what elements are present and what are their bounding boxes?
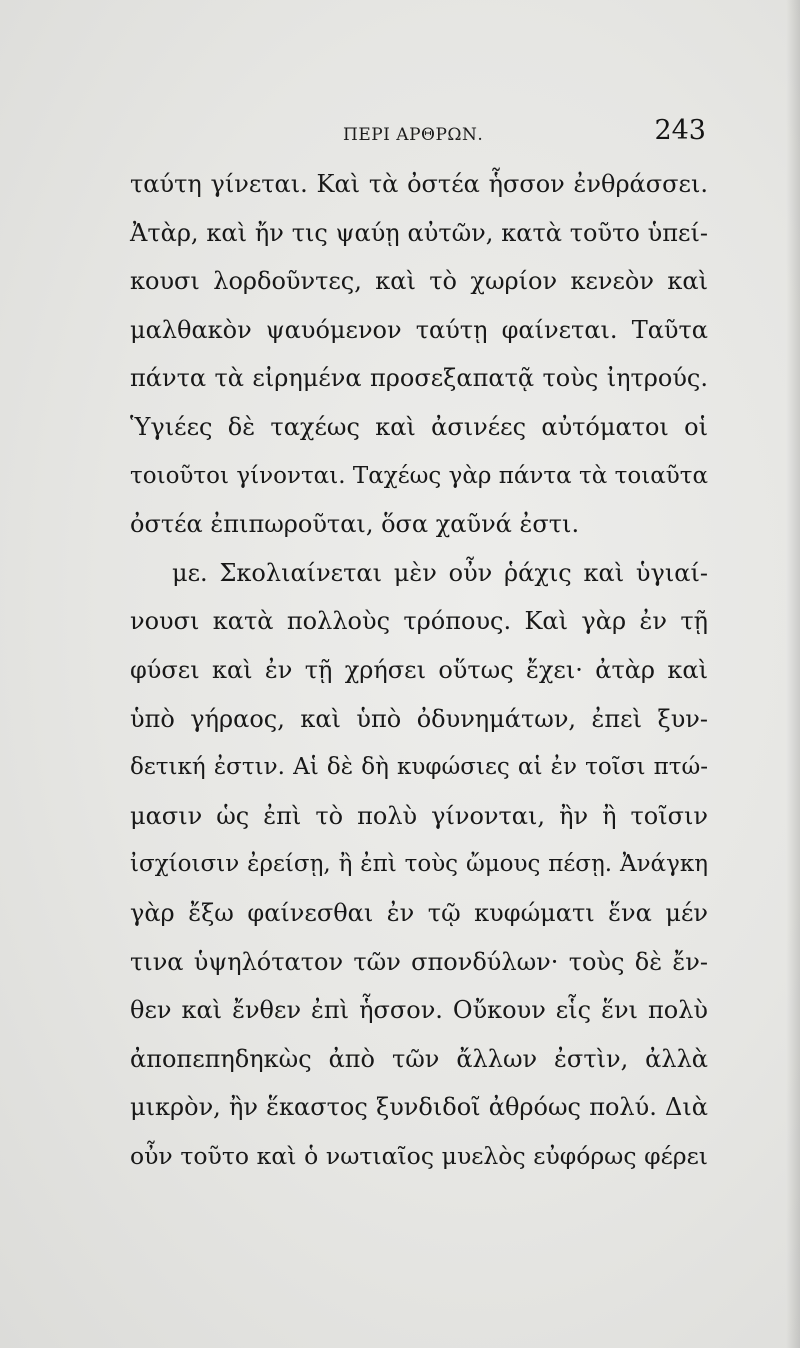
page-edge-shadow (786, 0, 800, 1348)
text-line: μικρὸν, ἢν ἕκαστος ξυνδιδοῖ ἀθρόως πολύ. Διὰ (130, 1093, 708, 1122)
text-line: ὀστέα ἐπιπωροῦται, ὅσα χαῦνά ἐστι. (130, 510, 580, 539)
page-header (130, 115, 710, 151)
text-line: οὖν τοῦτο καὶ ὁ νωτιαῖος μυελὸς εὐφόρως φέρει (130, 1141, 708, 1170)
text-line: πάντα τὰ εἰρημένα προσεξαπατᾷ τοὺς ἰητρούς. (130, 364, 708, 393)
running-title: ΠΕΡΙ ΑΡΘΡΩΝ. (343, 125, 484, 145)
text-line: τινα ὑψηλότατον τῶν σπονδύλων· τοὺς δὲ ἔν- (130, 947, 708, 976)
page-number: 243 (654, 115, 706, 146)
text-line: ταύτη γίνεται. Καὶ τὰ ὀστέα ἧσσον ἐνθράσσει. (130, 170, 708, 198)
text-line: νουσι κατὰ πολλοὺς τρόπους. Καὶ γὰρ ἐν τῇ (130, 607, 708, 636)
text-line: ὑπὸ γήραος, καὶ ὑπὸ ὀδυνημάτων, ἐπεὶ ξυν- (130, 704, 708, 733)
text-line: γὰρ ἔξω φαίνεσθαι ἐν τῷ κυφώματι ἕνα μέν (130, 898, 708, 927)
text-line: φύσει καὶ ἐν τῇ χρήσει οὕτως ἔχει· ἀτὰρ καὶ (130, 655, 708, 684)
text-line: ἰσχίοισιν ἐρείσῃ, ἢ ἐπὶ τοὺς ὤμους πέσῃ. Ἀνάγκη (130, 851, 708, 878)
text-line: ἀποπεπηδηκὼς ἀπὸ τῶν ἄλλων ἐστὶν, ἀλλὰ (130, 1044, 708, 1073)
text-line: τοιοῦτοι γίνονται. Ταχέως γὰρ πάντα τὰ τοιαῦτα (130, 462, 708, 489)
text-line: μαλθακὸν ψαυόμενον ταύτῃ φαίνεται. Ταῦτα (130, 315, 708, 344)
text-line: μασιν ὡς ἐπὶ τὸ πολὺ γίνονται, ἢν ἢ τοῖσιν (130, 801, 708, 830)
text-line: Ἀτὰρ, καὶ ἤν τις ψαύῃ αὐτῶν, κατὰ τοῦτο ὑπεί- (130, 218, 708, 247)
text-line: Ὑγιέες δὲ ταχέως καὶ ἀσινέες αὐτόματοι οἱ (130, 412, 708, 441)
text-line: κουσι λορδοῦντες, καὶ τὸ χωρίον κενεὸν καὶ (130, 267, 708, 296)
body-text (130, 160, 708, 1180)
section-start-line: με. Σκολιαίνεται μὲν οὖν ῥάχις καὶ ὑγιαί- (172, 558, 708, 587)
text-line: δετική ἐστιν. Αἱ δὲ δὴ κυφώσιες αἱ ἐν τοῖσι πτώ- (130, 754, 708, 781)
text-line: θεν καὶ ἔνθεν ἐπὶ ἧσσον. Οὔκουν εἷς ἕνι πολὺ (130, 996, 708, 1025)
